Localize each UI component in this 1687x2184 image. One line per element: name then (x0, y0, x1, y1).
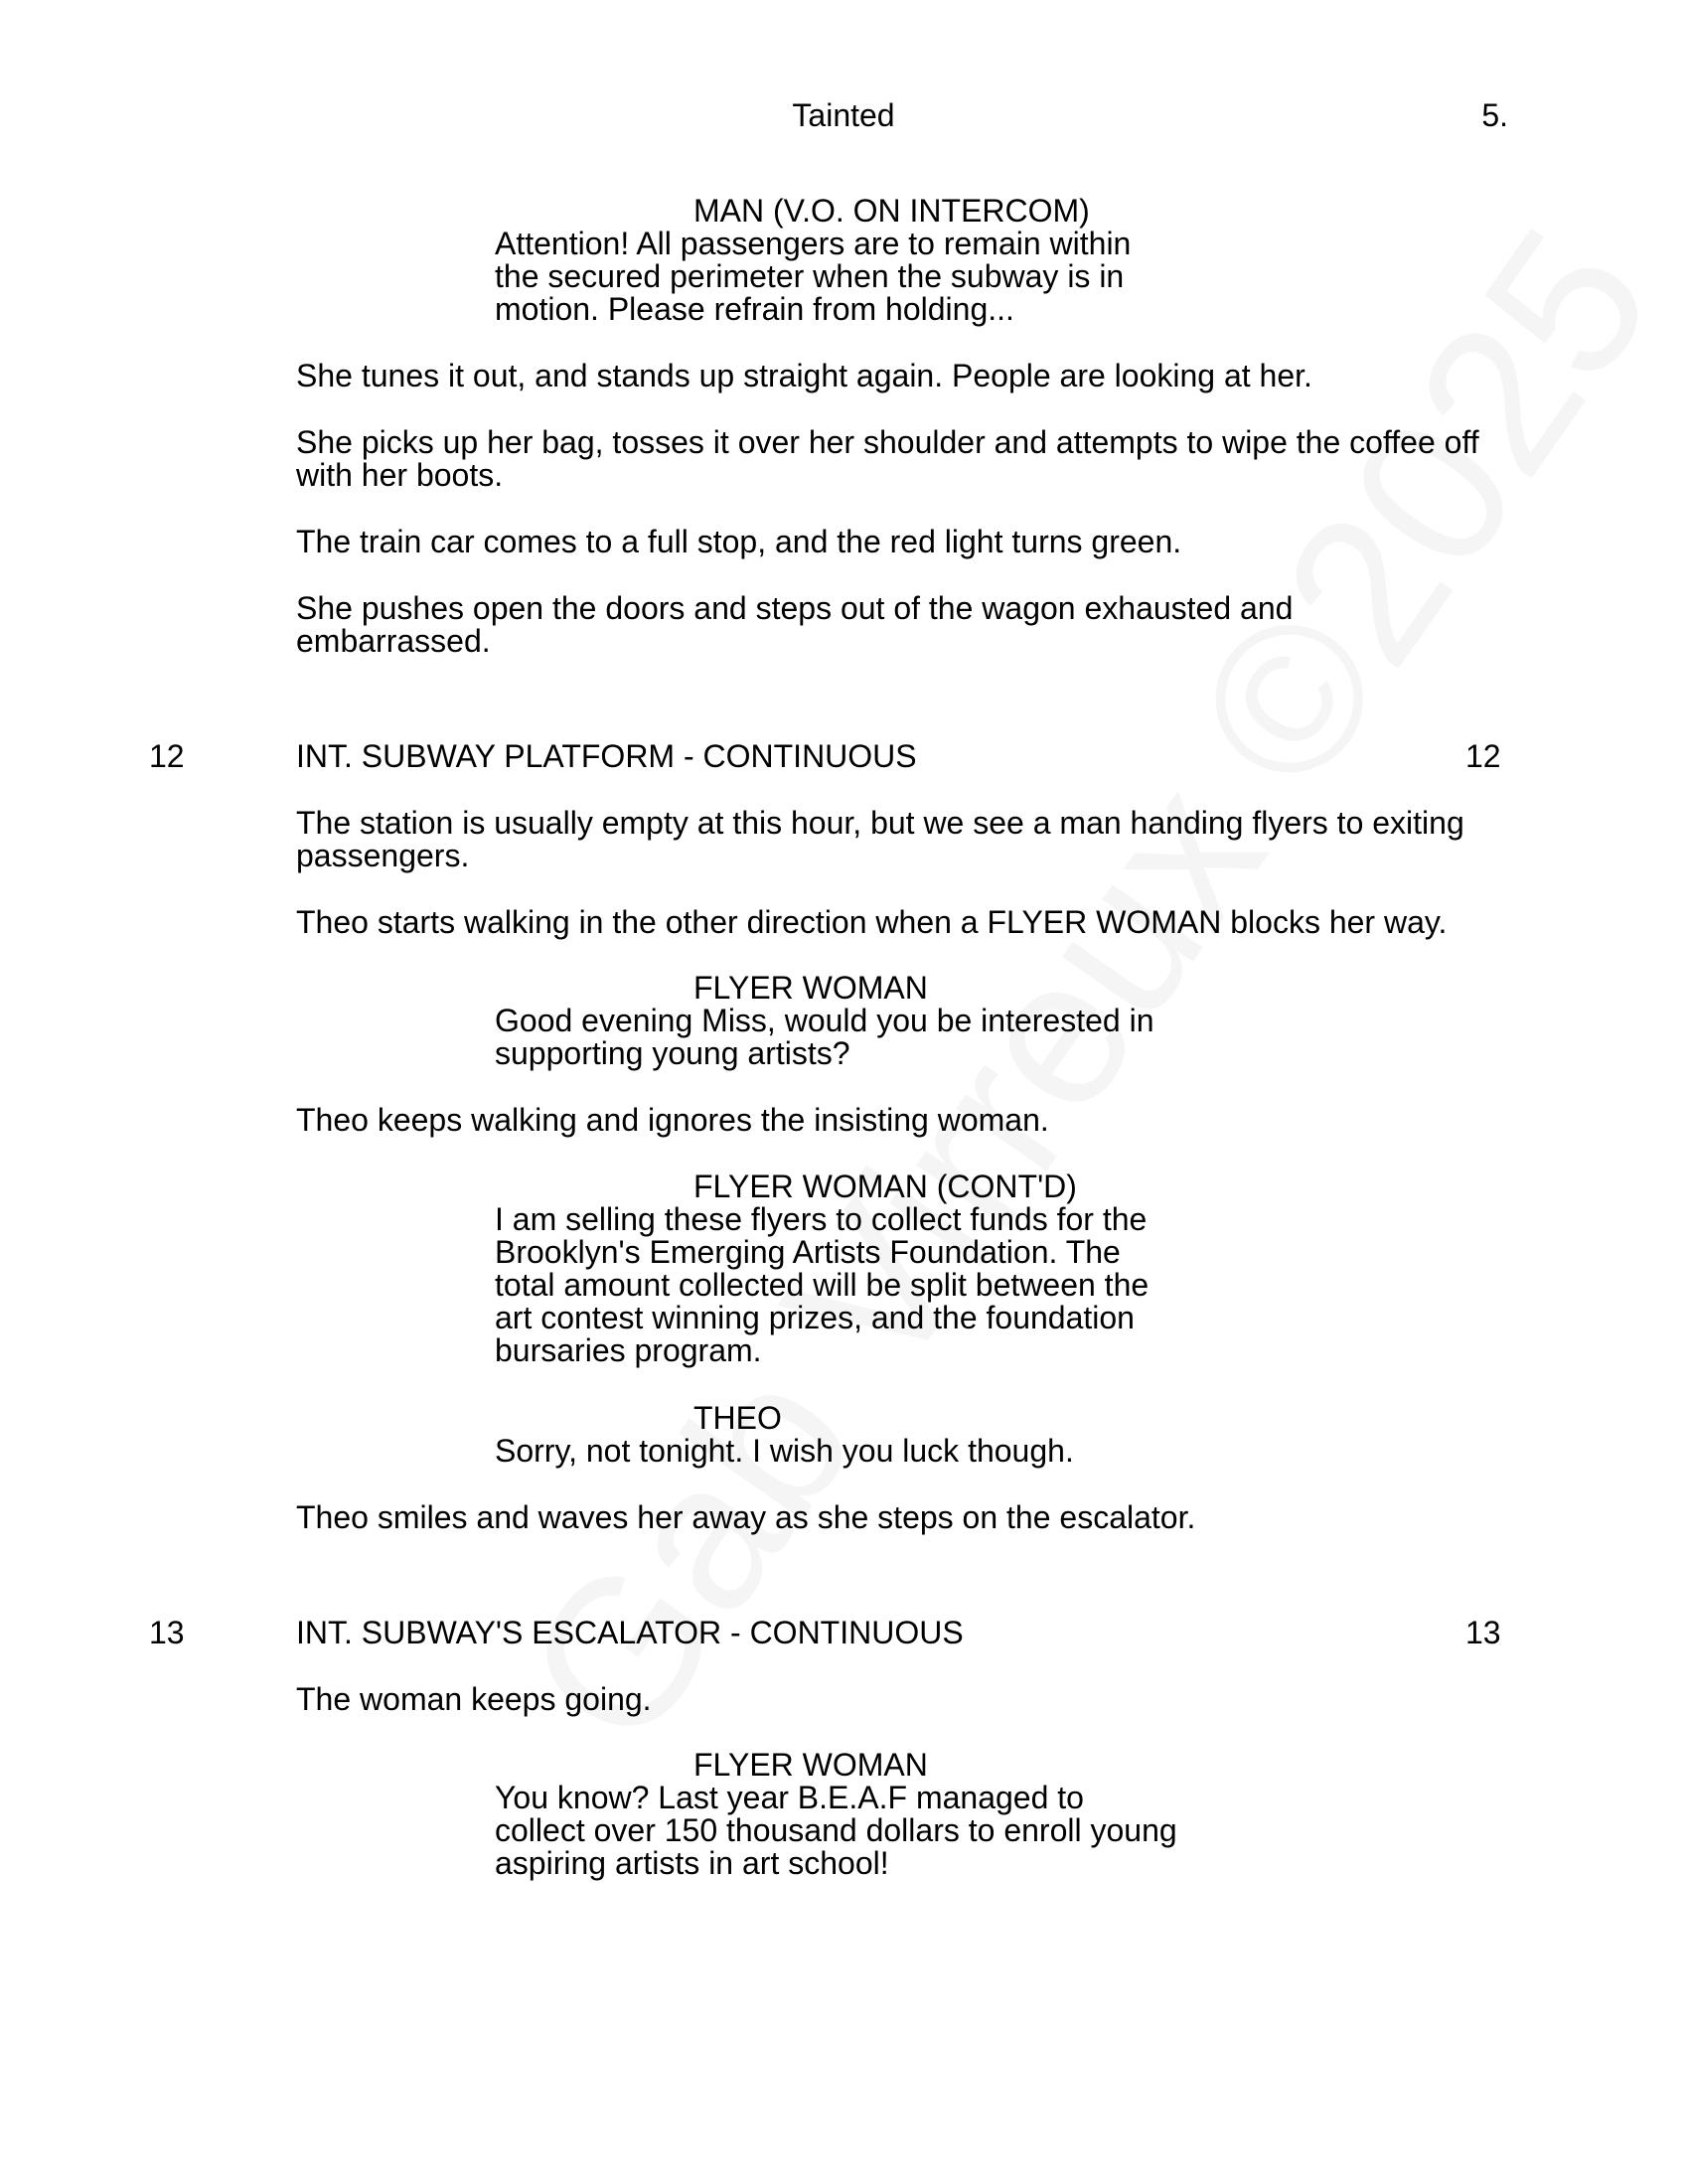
action-line: Theo keeps walking and ignores the insisting woman. (296, 1102, 1049, 1138)
page-number: 5. (1481, 97, 1508, 133)
action-line: The woman keeps going. (296, 1681, 652, 1717)
scene-heading: INT. SUBWAY'S ESCALATOR - CONTINUOUS (296, 1615, 964, 1650)
scene-number-right: 13 (1465, 1615, 1501, 1650)
dialogue-line: I am selling these flyers to collect funds for the (495, 1201, 1148, 1237)
dialogue-line: Sorry, not tonight. I wish you luck though. (495, 1433, 1074, 1469)
dialogue-block (495, 228, 1210, 326)
dialogue-line: supporting young artists? (495, 1035, 850, 1071)
scene-heading: INT. SUBWAY PLATFORM - CONTINUOUS (296, 738, 917, 774)
dialogue-line: Attention! All passengers are to remain within (495, 226, 1132, 261)
dialogue-block (495, 1435, 1210, 1468)
dialogue-block (495, 1782, 1210, 1880)
action-line: The train car comes to a full stop, and the red light turns green. (296, 524, 1182, 559)
action-line: Theo smiles and waves her away as she steps on the escalator. (296, 1499, 1196, 1535)
dialogue-line: motion. Please refrain from holding... (495, 291, 1014, 327)
scene-number-left: 12 (149, 738, 185, 774)
character-name: FLYER WOMAN (CONT'D) (693, 1169, 1077, 1204)
character-name: MAN (V.O. ON INTERCOM) (693, 193, 1090, 229)
dialogue-line: bursaries program. (495, 1332, 762, 1368)
scene-number-left: 13 (149, 1615, 185, 1650)
dialogue-line: You know? Last year B.E.A.F managed to (495, 1780, 1084, 1815)
action-line: She picks up her bag, tosses it over her shoulder and attempts to wipe the coffee off with her boots. (296, 424, 1479, 493)
dialogue-line: Brooklyn's Emerging Artists Foundation. The (495, 1234, 1121, 1270)
dialogue-line: aspiring artists in art school! (495, 1845, 889, 1881)
character-name: FLYER WOMAN (693, 1747, 928, 1783)
dialogue-line: the secured perimeter when the subway is in (495, 258, 1125, 294)
dialogue-block (495, 1203, 1210, 1367)
dialogue-line: collect over 150 thousand dollars to enroll young (495, 1812, 1177, 1848)
character-name: FLYER WOMAN (693, 970, 928, 1006)
action-line: She pushes open the doors and steps out of the wagon exhausted and embarrassed. (296, 590, 1294, 659)
dialogue-block (495, 1005, 1210, 1070)
character-name: THEO (693, 1400, 782, 1436)
scene-number-right: 12 (1465, 738, 1501, 774)
action-line: Theo starts walking in the other direction when a FLYER WOMAN blocks her way. (296, 904, 1448, 940)
script-title: Tainted (792, 97, 895, 133)
action-line: She tunes it out, and stands up straight again. People are looking at her. (296, 358, 1312, 393)
dialogue-line: Good evening Miss, would you be interested in (495, 1003, 1154, 1038)
dialogue-line: total amount collected will be split between the (495, 1267, 1150, 1303)
dialogue-line: art contest winning prizes, and the foundation (495, 1300, 1135, 1335)
action-line: The station is usually empty at this hour, but we see a man handing flyers to exiting passengers. (296, 805, 1464, 873)
